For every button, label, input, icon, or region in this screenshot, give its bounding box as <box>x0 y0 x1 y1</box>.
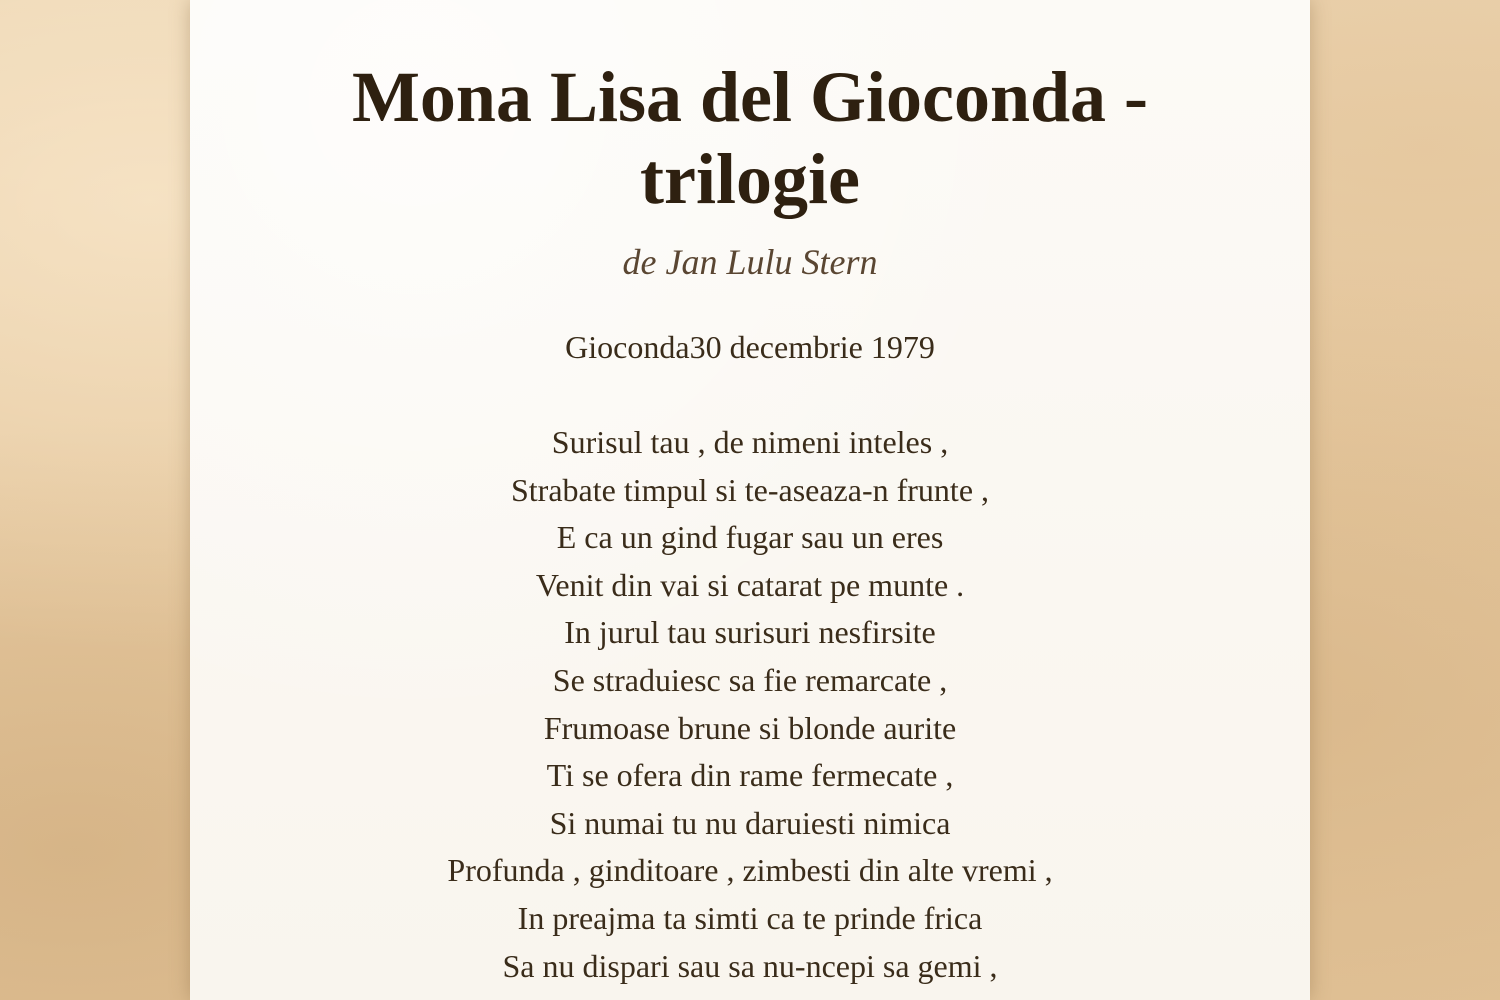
poem-heading-date: Gioconda30 decembrie 1979 <box>565 329 935 365</box>
poem-line: Profunda , ginditoare , zimbesti din alte vremi , <box>447 852 1053 889</box>
poem-line: Surisul tau , de nimeni inteles , <box>551 424 949 460</box>
poem-line: Se straduiesc sa fie remarcate , <box>552 661 948 698</box>
poem-line: In preajma ta simti ca te prinde frica <box>517 899 983 936</box>
poem-line: Si numai tu nu daruiesti nimica <box>549 804 951 841</box>
poem-line: E ca un gind fugar sau un eres <box>556 519 944 556</box>
author-byline: de Jan Lulu Stern <box>622 242 878 282</box>
poem-title: Mona Lisa del Gioconda - trilogie <box>351 57 1149 219</box>
paper-sheet <box>190 0 1310 1000</box>
poem-line: Ti se ofera din rame fermecate , <box>546 757 954 794</box>
poem-stanza <box>190 419 1310 990</box>
poem-line: In jurul tau surisuri nesfirsite <box>564 614 936 651</box>
poem-line: Venit din vai si catarat pe munte . <box>535 566 965 603</box>
poem-line: Strabate timpul si te-aseaza-n frunte , <box>510 471 990 508</box>
poem-line: Sa nu dispari sau sa nu-ncepi sa gemi , <box>502 947 998 984</box>
poem-line: Frumoase brune si blonde aurite <box>543 709 957 746</box>
